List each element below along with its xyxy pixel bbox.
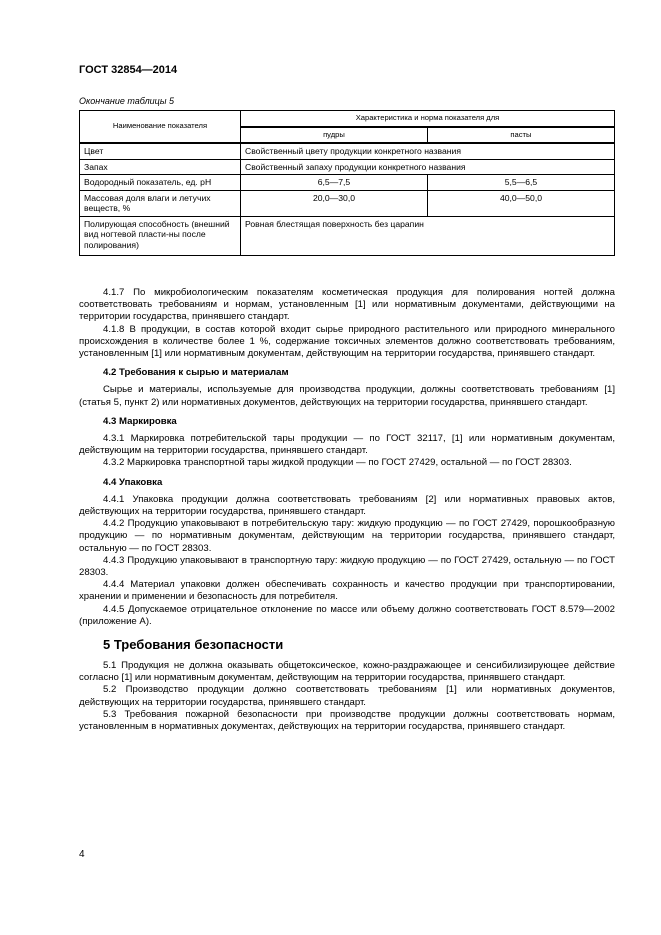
row-value-powder: 6,5—7,5 (241, 175, 428, 191)
clause-4-3-1: 4.3.1 Маркировка потребительской тары продукции — по ГОСТ 32117, [1] или нормативным документам, действующим на территории государства, принявшего стандарт. (79, 433, 615, 457)
row-name: Цвет (80, 143, 241, 159)
clause-4-2: Сырье и материалы, используемые для производства продукции, должны соответствовать требованиям [1] (статья 5, пункт 2) или нормативных документов, действующих на территории государства, принявшего стандарт. (79, 384, 615, 408)
row-value: Свойственный запаху продукции конкретного названия (241, 159, 615, 175)
header-paste: пасты (427, 127, 614, 144)
row-name: Водородный показатель, ед. pH (80, 175, 241, 191)
clause-4-3-2: 4.3.2 Маркировка транспортной тары жидкой продукции — по ГОСТ 27429, остальной — по ГОСТ 28303. (103, 457, 572, 469)
header-powder: пудры (241, 127, 428, 144)
table-row (80, 190, 615, 216)
section-heading-4-4: 4.4 Упаковка (103, 476, 163, 488)
clause-4-4-1: 4.4.1 Упаковка продукции должна соответствовать требованиям [2] или нормативных правовых актов, действующих на территории государства, принявшего стандарт. (79, 493, 615, 518)
table-row (80, 143, 615, 159)
document-body (79, 287, 615, 733)
clause-4-4-2: 4.4.2 Продукцию упаковывают в потребительскую тару: жидкую продукцию — по ГОСТ 27429, порошкообразную продукцию — по нормативным документам, действующим на территории государства, принявшего стандарт, остальную — по ГОСТ 28303. (79, 518, 615, 554)
row-value-paste: 40,0—50,0 (427, 190, 614, 216)
section-heading-5: 5 Требования безопасности (103, 637, 284, 653)
section-heading-4-2: 4.2 Требования к сырью и материалам (103, 367, 289, 379)
row-value: Ровная блестящая поверхность без царапин (241, 216, 615, 256)
table-row (80, 216, 615, 256)
section-heading-4-3: 4.3 Маркировка (103, 415, 177, 427)
row-value: Свойственный цвету продукции конкретного названия (241, 143, 615, 159)
page-number: 4 (79, 849, 85, 860)
spec-table (79, 110, 615, 256)
row-value-paste: 5,5—6,5 (427, 175, 614, 191)
clause-4-4-5: 4.4.5 Допускаемое отрицательное отклонение по массе или объему должно соответствовать ГОСТ 8.579—2002 (приложение А). (79, 603, 615, 627)
row-value-powder: 20,0—30,0 (241, 190, 428, 216)
header-name: Наименование показателя (80, 111, 241, 144)
table-row (80, 159, 615, 175)
clause-4-4-4: 4.4.4 Материал упаковки должен обеспечивать сохранность и качество продукции при транспортировании, хранении и применении и безопасность для потребителя. (79, 579, 615, 603)
header-group: Характеристика и норма показателя для (241, 111, 615, 127)
row-name: Полирующая способность (внешний вид ногтевой пласти-ны после полирования) (80, 216, 241, 256)
table-caption: Окончание таблицы 5 (79, 96, 174, 106)
document-code: ГОСТ 32854—2014 (79, 64, 178, 76)
clause-4-1-7: 4.1.7 По микробиологическим показателям косметическая продукция для полирования ногтей должна соответствовать требованиям и нормам, установленным [1] или нормативным документами, действующими на территории государства, принявшего стандарт. (79, 287, 615, 323)
row-name: Массовая доля влаги и летучих веществ, % (80, 190, 241, 216)
row-name: Запах (80, 159, 241, 175)
clause-5-2: 5.2 Производство продукции должно соответствовать требованиям [1] или нормативных документов, действующих на территории государства, принявшего стандарт. (79, 684, 615, 708)
clause-4-4-3: 4.4.3 Продукцию упаковывают в транспортную тару: жидкую продукцию — по ГОСТ 27429, остальную — по ГОСТ 28303. (79, 554, 615, 579)
clause-4-1-8: 4.1.8 В продукции, в состав которой входит сырье природного растительного или природного минерального происхождения в количестве более 1 %, содержание токсичных элементов должно соответствовать требованиям, установленным [1] или нормативным документам, действующим на территории государства, принявшего стандарт. (79, 323, 615, 360)
clause-5-1: 5.1 Продукция не должна оказывать общетоксическое, кожно-раздражающее и сенсибилизирующее действие согласно [1] или нормативным документам, действующим на территории государства, принявшего стандарт. (79, 660, 615, 684)
table-row (80, 175, 615, 191)
clause-5-3: 5.3 Требования пожарной безопасности при производстве продукции должны соответствовать нормам, установленным в нормативных документах, действующих на территории государства, принявшего стандарт. (79, 708, 615, 733)
